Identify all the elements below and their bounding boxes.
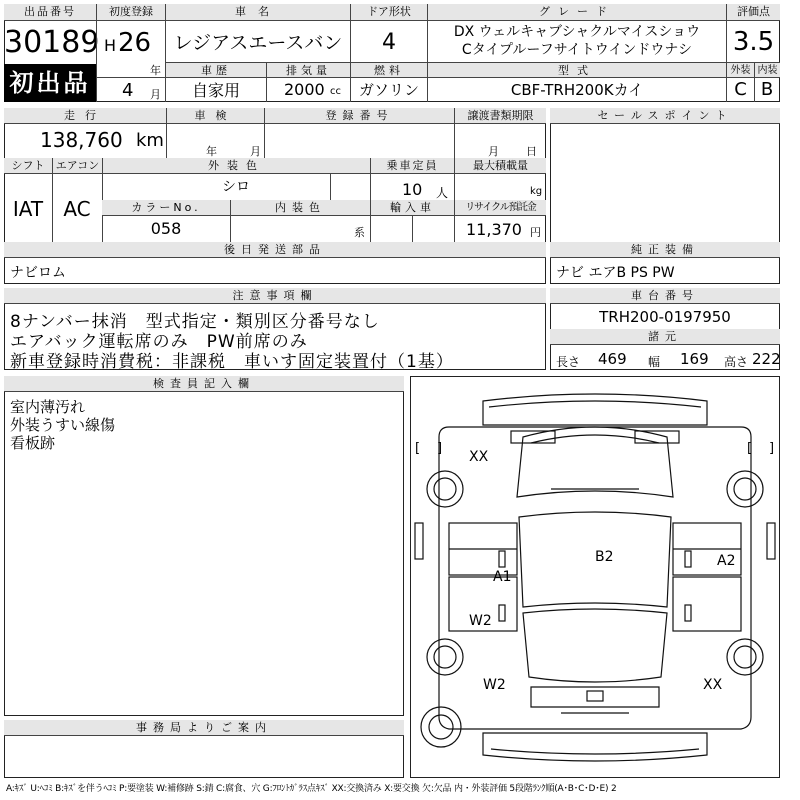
ac-value: AC bbox=[63, 197, 91, 221]
recycle-value: 11,370 bbox=[466, 220, 522, 239]
bracket-open-1: [ bbox=[415, 441, 421, 456]
mark-w2-left: W2 bbox=[469, 613, 492, 629]
mark-xx-rear-right: XX bbox=[703, 677, 723, 693]
legend-text: A:ｷｽﾞ U:ﾍｺﾐ B:ｷｽﾞを伴うﾍｺﾐ P:要塗装 W:補修跡 S:錆 C:腐食、穴 G:ﾌﾛﾝﾄｶﾞﾗｽ点ｷｽﾞ XX:交換済み X:要交換 欠:欠品 内・外装評価 5段階ﾗﾝｸ順(A･B･C･D･E) 2 bbox=[6, 784, 617, 794]
color-no-value: 058 bbox=[150, 219, 182, 238]
office-label: 事務局よりご案内 bbox=[4, 720, 404, 736]
capacity-value: 10 bbox=[402, 180, 423, 199]
length-value: 469 bbox=[598, 350, 627, 368]
int-color-unit: 系 bbox=[354, 226, 365, 239]
car-name-label: 車名 bbox=[166, 4, 350, 21]
car-name: レジアスエースバン bbox=[173, 32, 343, 54]
after-parts-value: ナビロム bbox=[10, 265, 66, 281]
chassis-number: TRH200-0197950 bbox=[599, 308, 731, 326]
width-value: 169 bbox=[680, 350, 709, 368]
year-unit: 年 bbox=[150, 64, 161, 77]
shift-label: シフト bbox=[4, 158, 52, 174]
recycle-label: リサイクル預託金 bbox=[454, 200, 546, 216]
transfer-day: 日 bbox=[526, 145, 537, 158]
car-outline-diagram bbox=[411, 377, 779, 777]
capacity-label: 乗車定員 bbox=[370, 158, 454, 174]
interior-grade: B bbox=[760, 79, 774, 100]
color-no-label: カラーNo. bbox=[102, 200, 230, 216]
max-load-unit: kg bbox=[530, 186, 543, 197]
height-label: 高さ bbox=[724, 355, 749, 369]
note-line-3: 新車登録時消費税：非課税 車いす固定装置付（1基） bbox=[10, 352, 454, 372]
inspector-line-2: 外装うすい線傷 bbox=[10, 416, 116, 434]
displacement-label: 排気量 bbox=[267, 62, 350, 78]
fuel-label: 燃料 bbox=[351, 62, 427, 78]
first-reg-label: 初度登録 bbox=[97, 4, 165, 21]
reg-no-label: 登録番号 bbox=[264, 108, 454, 124]
after-parts-label: 後日発送部品 bbox=[4, 242, 546, 258]
height-value: 222 bbox=[752, 350, 781, 368]
model-value: CBF-TRH200Kカイ bbox=[510, 81, 644, 99]
bracket-open-2: [ bbox=[747, 441, 753, 456]
mark-w2-rear: W2 bbox=[483, 677, 506, 693]
inspector-line-1: 室内薄汚れ bbox=[10, 398, 86, 416]
displacement-unit: cc bbox=[330, 86, 341, 97]
equipment-value: ナビ エアB PS PW bbox=[556, 265, 675, 281]
recycle-unit: 円 bbox=[530, 226, 541, 239]
exterior-label: 外装 bbox=[727, 63, 754, 78]
length-label: 長さ bbox=[556, 355, 581, 369]
lot-no-label: 出品番号 bbox=[4, 4, 96, 21]
mark-xx-front-left: XX bbox=[469, 449, 489, 465]
dims-label: 諸元 bbox=[550, 329, 780, 345]
mileage-value: 138,760 bbox=[40, 128, 123, 152]
note-line-1: 8ナンバー抹消 型式指定・類別区分番号なし bbox=[10, 312, 380, 332]
bracket-close-1: ] bbox=[437, 441, 443, 456]
ext-color-label: 外装色 bbox=[102, 158, 370, 174]
mark-a2: A2 bbox=[717, 553, 736, 569]
score-value: 3.5 bbox=[732, 27, 775, 57]
insp-month-unit: 月 bbox=[250, 145, 261, 158]
ext-color-value: シロ bbox=[222, 179, 250, 195]
grade-line2: Cタイプルーフサイトウインドウナシ bbox=[461, 42, 693, 58]
door-label: ドア形状 bbox=[351, 4, 427, 21]
door-type: 4 bbox=[382, 30, 396, 55]
inspection-label: 車検 bbox=[166, 108, 264, 124]
grade-label: グレード bbox=[428, 4, 726, 21]
model-label: 型式 bbox=[428, 62, 726, 78]
bracket-close-2: ] bbox=[769, 441, 775, 456]
history-value: 自家用 bbox=[191, 81, 240, 100]
damage-diagram bbox=[410, 376, 780, 778]
width-label: 幅 bbox=[648, 355, 661, 369]
displacement-value: 2000 bbox=[284, 80, 325, 99]
equipment-label: 純正装備 bbox=[550, 242, 780, 258]
ac-label: エアコン bbox=[52, 158, 102, 174]
mileage-label: 走行 bbox=[4, 108, 166, 124]
shift-value: IAT bbox=[12, 197, 44, 221]
mileage-unit: km bbox=[136, 130, 164, 151]
interior-label: 内装 bbox=[754, 63, 780, 78]
mark-a1: A1 bbox=[493, 569, 512, 585]
fuel-value: ガソリン bbox=[358, 81, 419, 99]
first-reg-month: 4 bbox=[122, 80, 134, 101]
score-label: 評価点 bbox=[727, 4, 780, 21]
chassis-label: 車台番号 bbox=[550, 288, 780, 304]
note-line-2: エアバック運転席のみ PW前席のみ bbox=[10, 332, 308, 352]
import-label: 輸入車 bbox=[370, 200, 454, 216]
mark-b2: B2 bbox=[595, 549, 614, 565]
exterior-grade: C bbox=[734, 79, 747, 100]
max-load-label: 最大積載量 bbox=[454, 158, 546, 174]
month-unit: 月 bbox=[150, 88, 161, 101]
lot-no: 30189 bbox=[4, 25, 100, 60]
capacity-unit: 人 bbox=[436, 186, 449, 200]
transfer-label: 譲渡書類期限 bbox=[454, 108, 546, 124]
notes-label: 注意事項欄 bbox=[4, 288, 546, 304]
inspector-label: 検査員記入欄 bbox=[4, 376, 404, 392]
first-reg-year: 26 bbox=[118, 28, 152, 58]
era: H bbox=[104, 36, 117, 55]
history-label: 車歴 bbox=[166, 62, 266, 78]
int-color-label: 内装色 bbox=[230, 200, 370, 216]
insp-year-unit: 年 bbox=[206, 145, 217, 158]
inspector-line-3: 看板跡 bbox=[10, 434, 56, 452]
sales-point-label: セールスポイント bbox=[550, 108, 780, 124]
grade-line1: DX ウェルキャブシャクルマイスショウ bbox=[453, 24, 701, 40]
first-listing-badge: 初出品 bbox=[4, 64, 96, 102]
transfer-month: 月 bbox=[488, 145, 499, 158]
